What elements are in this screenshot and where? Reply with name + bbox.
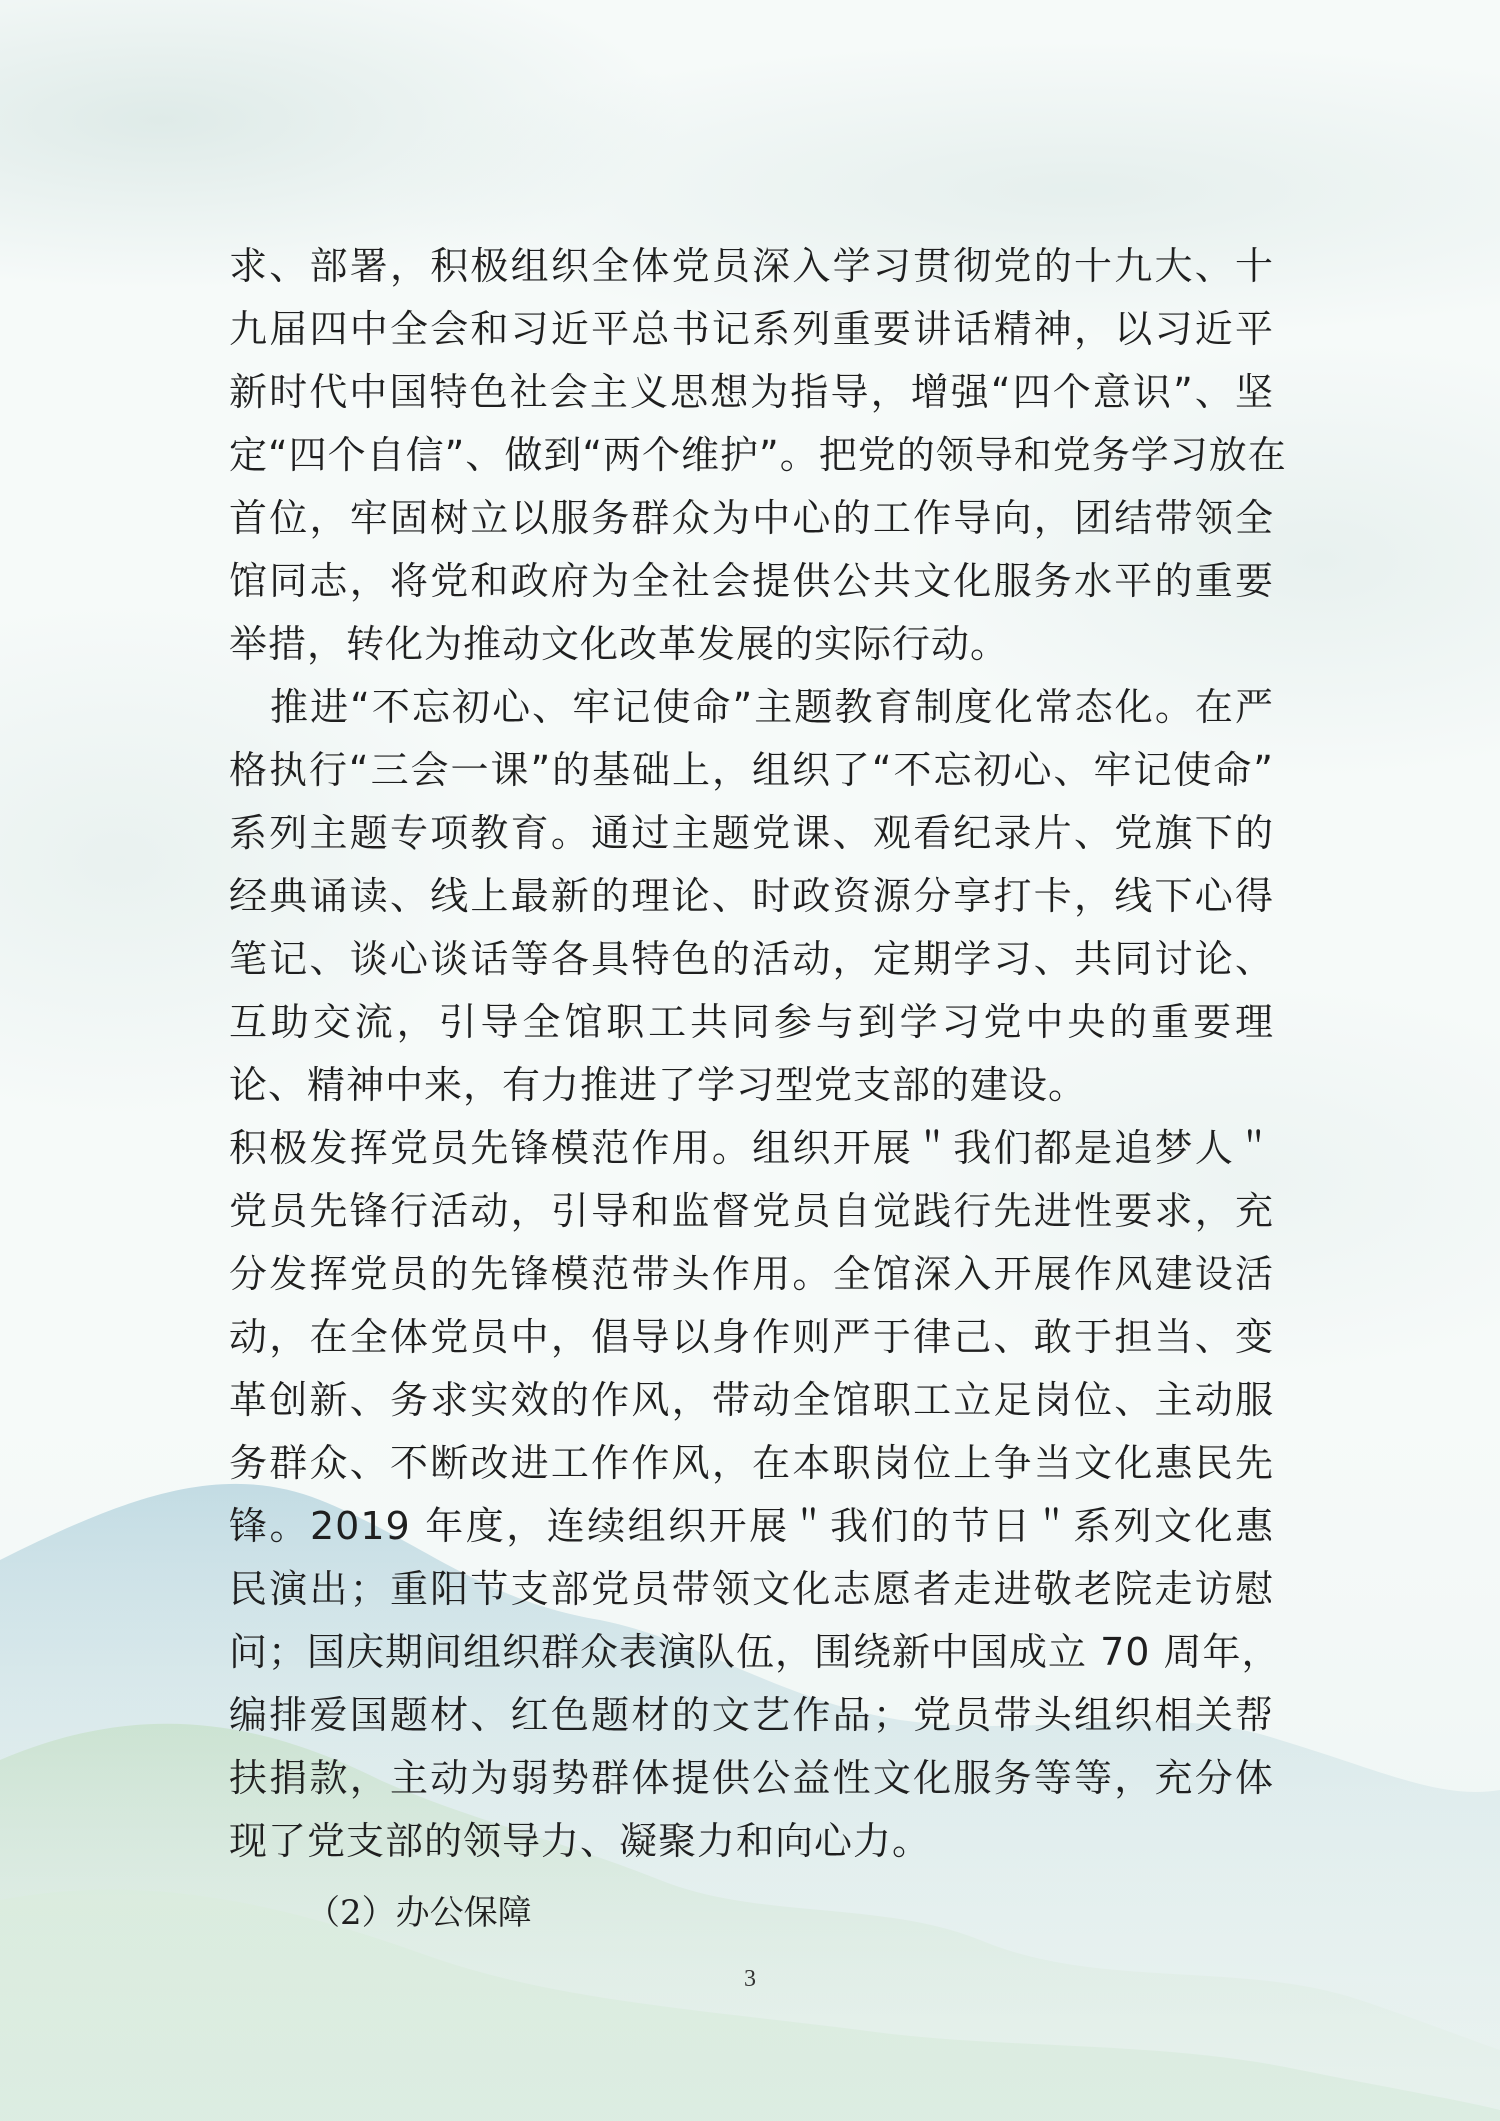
paragraph-3-line-5: 革创新、务求实效的作风，带动全馆职工立足岗位、主动服 bbox=[229, 1378, 1274, 1422]
paragraph-1-line-2: 九届四中全会和习近平总书记系列重要讲话精神，以习近平 bbox=[229, 307, 1274, 351]
paragraph-1-line-3: 新时代中国特色社会主义思想为指导，增强“四个意识”、坚 bbox=[229, 370, 1274, 414]
paragraph-3-line-2: 党员先锋行活动，引导和监督党员自觉践行先进性要求，充 bbox=[229, 1189, 1274, 1233]
page-number: 3 bbox=[744, 1966, 756, 1992]
paragraph-2-line-1: 推进“不忘初心、牢记使命”主题教育制度化常态化。在严 bbox=[270, 685, 1274, 729]
paragraph-2-line-5: 笔记、谈心谈话等各具特色的活动，定期学习、共同讨论、 bbox=[229, 937, 1274, 981]
paragraph-3-line-3: 分发挥党员的先锋模范带头作用。全馆深入开展作风建设活 bbox=[229, 1252, 1274, 1296]
paragraph-3-line-10: 编排爱国题材、红色题材的文艺作品；党员带头组织相关帮 bbox=[229, 1693, 1274, 1737]
paragraph-3-line-4: 动，在全体党员中，倡导以身作则严于律己、敢于担当、变 bbox=[229, 1315, 1274, 1359]
paragraph-2-line-2: 格执行“三会一课”的基础上，组织了“不忘初心、牢记使命” bbox=[229, 748, 1274, 792]
paragraph-1-line-4: 定“四个自信”、做到“两个维护”。把党的领导和党务学习放在 bbox=[229, 433, 1287, 477]
paragraph-3-line-8: 民演出；重阳节支部党员带领文化志愿者走进敬老院走访慰 bbox=[229, 1567, 1274, 1611]
paragraph-1-line-6: 馆同志，将党和政府为全社会提供公共文化服务水平的重要 bbox=[229, 559, 1274, 603]
paragraph-3-line-6: 务群众、不断改进工作作风，在本职岗位上争当文化惠民先 bbox=[229, 1441, 1274, 1485]
paragraph-2-line-4: 经典诵读、线上最新的理论、时政资源分享打卡，线下心得 bbox=[229, 874, 1274, 918]
paragraph-2-line-7: 论、精神中来，有力推进了学习型党支部的建设。 bbox=[229, 1063, 1088, 1107]
paragraph-3-line-1: 积极发挥党员先锋模范作用。组织开展＂我们都是追梦人＂ bbox=[229, 1126, 1274, 1170]
paragraph-3-line-9: 问；国庆期间组织群众表演队伍，围绕新中国成立 70 周年， bbox=[229, 1630, 1281, 1674]
paragraph-1-line-7: 举措，转化为推动文化改革发展的实际行动。 bbox=[229, 622, 1010, 666]
paragraph-3-line-12: 现了党支部的领导力、凝聚力和向心力。 bbox=[229, 1819, 932, 1863]
paragraph-2-line-3: 系列主题专项教育。通过主题党课、观看纪录片、党旗下的 bbox=[229, 811, 1274, 855]
paragraph-3-line-7: 锋。2019 年度，连续组织开展＂我们的节日＂系列文化惠 bbox=[229, 1504, 1274, 1548]
section-subheading: （2）办公保障 bbox=[306, 1893, 532, 1933]
paragraph-1-line-5: 首位，牢固树立以服务群众为中心的工作导向，团结带领全 bbox=[229, 496, 1274, 540]
paragraph-3-line-11: 扶捐款，主动为弱势群体提供公益性文化服务等等，充分体 bbox=[229, 1756, 1274, 1800]
paragraph-2-line-6: 互助交流，引导全馆职工共同参与到学习党中央的重要理 bbox=[229, 1000, 1274, 1044]
paragraph-1-line-1: 求、部署，积极组织全体党员深入学习贯彻党的十九大、十 bbox=[229, 244, 1274, 288]
